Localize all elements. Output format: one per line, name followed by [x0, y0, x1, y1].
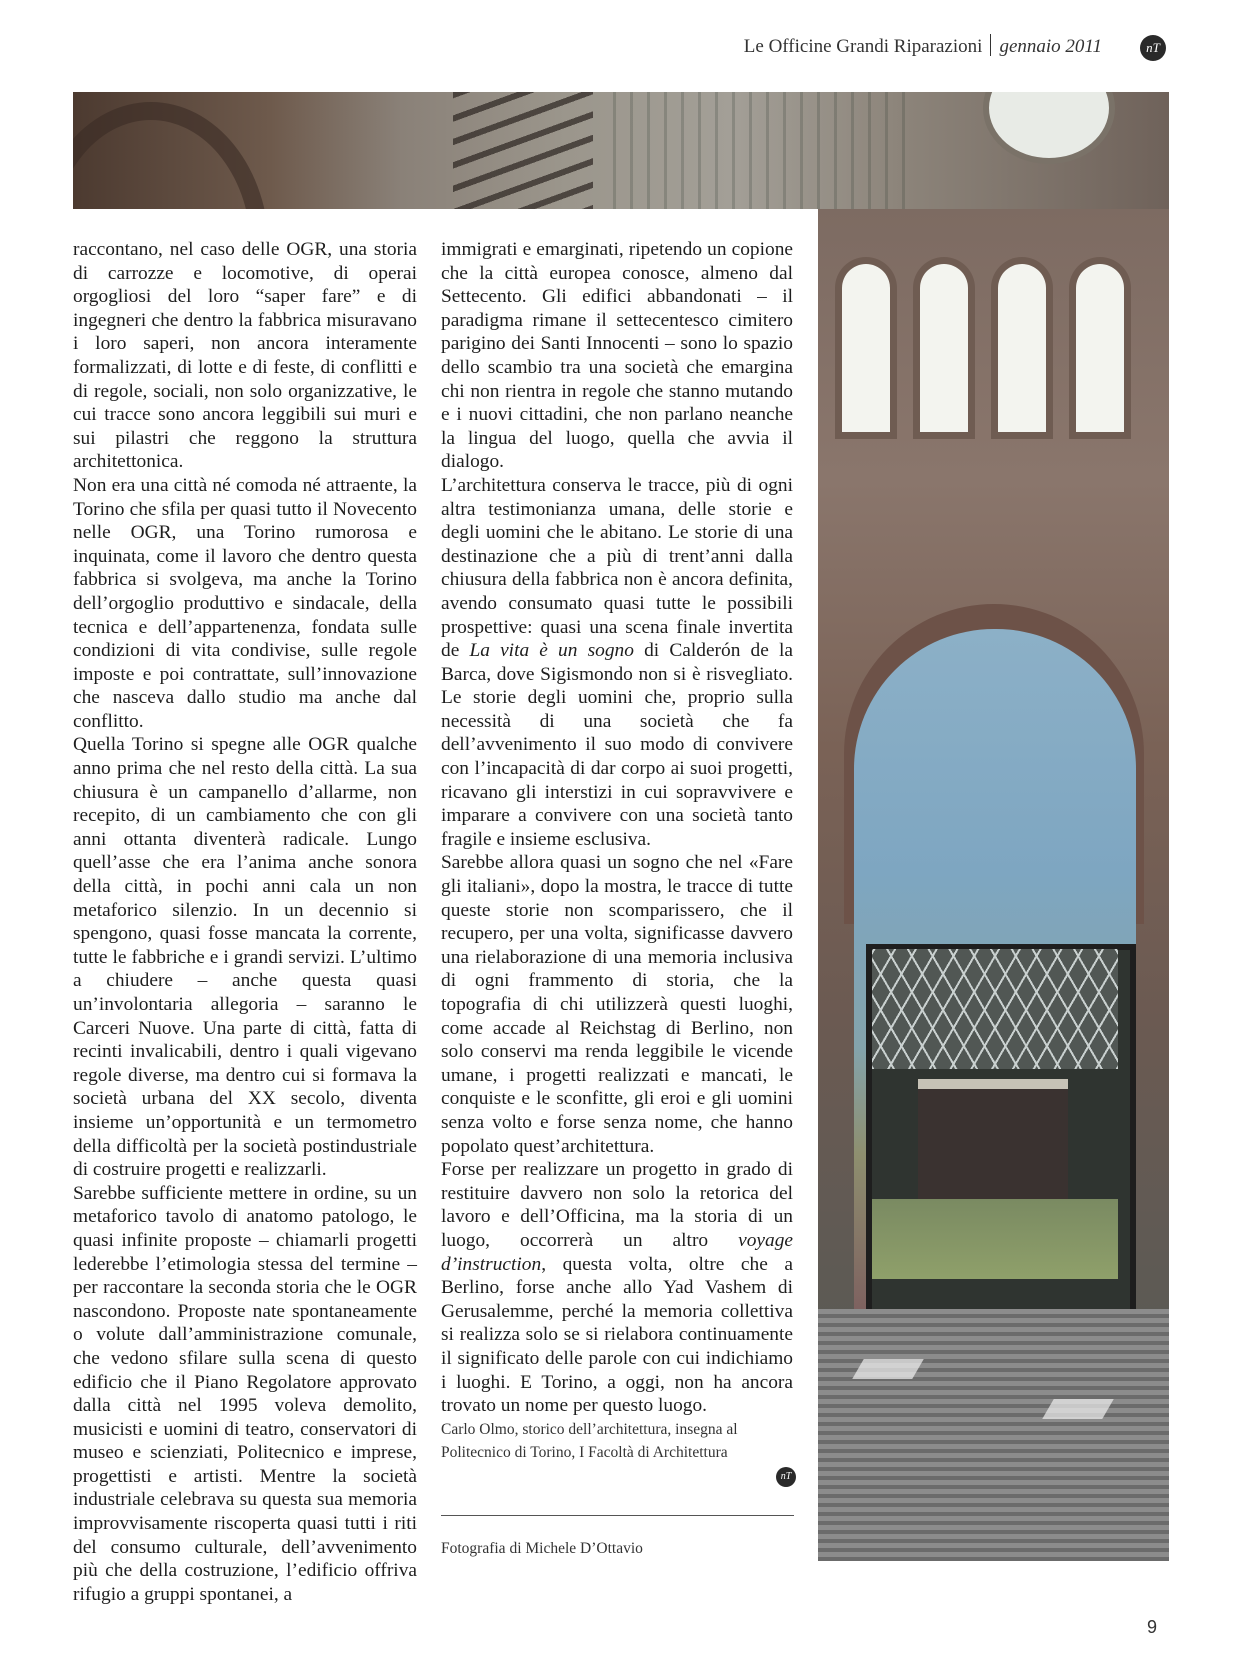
paragraph: raccontano, nel caso delle OGR, una storia di carrozze e locomotive, di operai orgogliosi del loro “saper fare” e di ingegneri che dentro la fabbrica misuravano i loro saperi, non ancora interamente formalizzati, di lotte e di feste, di conflitti e di regole, sociali, non solo organizzative, le cui tracce sono ancora leggibili sui muri e sui pilastri che reggono la struttura architettonica. [73, 239, 417, 473]
author-note: Carlo Olmo, storico dell’architettura, insegna al Politecnico di Torino, I Facoltà di Architettura [441, 1421, 738, 1461]
cobblestone-floor [818, 1309, 1169, 1561]
header-photo [73, 92, 1169, 209]
iron-grate [872, 949, 1118, 1069]
vegetation [872, 1199, 1118, 1279]
end-mark-icon: nT [776, 1467, 796, 1487]
magazine-section-title: Le Officine Grandi Riparazioni [743, 36, 983, 57]
paragraph [441, 474, 793, 852]
text-column-middle [441, 238, 793, 1418]
vault-shape [73, 102, 269, 209]
photo-credit: Fotografia di Michele D’Ottavio [441, 1540, 643, 1557]
paragraph [441, 1158, 793, 1418]
paragraph: Sarebbe sufficiente mettere in ordine, su un metaforico tavolo di anatomo patologo, le quasi infinite proposte – chiamarli progetti lederebbe l’etimologia stessa del termine – per raccontare la seconda storia che le OGR nascondono. Proposte nate spontaneamente o volute dall’amministrazione comunale, che vedono sfilare sulla scena di questo edificio che il Piano Regolatore approvato dalla città nel 1995 voleva demolito, musicisti e uomini di teatro, conservatori di museo e scienziati, Politecnico e imprese, progettisti e artisti. Mentre la società industriale celebrava su questa sua memoria improvvisamente riscoperta quasi tutti i riti del consumo culturale, dell’avvenimento più che della costruzione, l’edificio offriva rifugio a gruppi spontanei, a [73, 1182, 417, 1605]
arched-window [842, 264, 890, 432]
arched-window [998, 264, 1046, 432]
header-divider [990, 34, 991, 56]
arched-window [920, 264, 968, 432]
issue-date: gennaio 2011 [999, 36, 1102, 57]
arched-window [1076, 264, 1124, 432]
text-run: Forse per realizzare un progetto in grado di restituire davvero non solo la retorica del lavoro e dell’Officina, ma la storia di un luogo, occorrerà un altro [441, 1159, 793, 1251]
text-run: di Calderón de la Barca, dove Sigismondo non si è risvegliato. Le storie degli uomini che, proprio sulla necessità di una società che fa dell’avvenimento il suo modo di convivere con l’incapacità di dar corpo ai suoi progetti, ricavano gli interstizi in cui sopravvivere e imparare a convivere con una società tanto fragile e insieme esclusiva. [441, 640, 793, 850]
foreign-phrase: voyage d’instruction [441, 1229, 793, 1275]
text-run: L’architettura conserva le tracce, più di ogni altra testimonianza umana, delle storie e degli uomini che le abitano. Le storie di una destinazione che a più di trent’anni dalla chiusura della fabbrica non è ancora definita, avendo consumato quasi tutte le possibili prospettive: quasi una scena finale invertita de [441, 474, 793, 662]
light-patch [1042, 1399, 1114, 1419]
paragraph: Non era una città né comoda né attraente, la Torino che sfila per quasi tutto il Novecento nelle OGR, una Torino rumorosa e inquinata, come il lavoro che dentro questa fabbrica si svolgeva, ma anche la Torino dell’orgoglio produttivo e sindacale, della tecnica e dell’appartenenza, fondata sulle condizioni di vita condivise, sulle regole imposte e poi contrattate, sull’innovazione che nasceva dallo studio ma anche dal conflitto. [73, 474, 417, 732]
roof-beams [453, 92, 593, 209]
text-run: , questa volta, oltre che a Berlino, forse anche allo Yad Vashem di Gerusalemme, perché la memoria collettiva si realizza solo se si rielabora continuamente il significato delle parole con cui indichiamo i luoghi. E Torino, a oggi, non ha ancora trovato un nome per questo luogo. [441, 1253, 793, 1417]
wall-texture [613, 92, 913, 209]
paragraph: Sarebbe allora quasi un sogno che nel «Fare gli italiani», dopo la mostra, le tracce di tutte queste storie non scomparissero, che il recupero, per una volta, significasse davvero una rielaborazione di una memoria inclusiva di ogni frammento di storia, che la topografia di chi utilizzerà questi luoghi, come accade al Reichstag di Berlino, non solo conservi ma renda leggibile le vicende umane, i progetti realizzati e mancati, le conquiste e le sconfitte, gli eroi e gli uomini senza volto e forse senza nome, che hanno popolato quest’architettura. [441, 852, 793, 1157]
paragraph: Quella Torino si spegne alle OGR qualche anno prima che nel resto della città. La sua chiusura è un campanello d’allarme, non recepito, di un cambiamento che con gli anni ottanta diventerà radicale. Lungo quell’asse che era l’anima anche sonora della città, in pochi anni cala un non metaforico silenzio. In un decennio si spengono, quasi fosse mancata la corrente, tutte le fabbriche e i grandi servizi. L’ultimo a chiudere – anche questa quasi un’involontaria allegoria – saranno le Carceri Nuove. Una parte di città, fatta di recinti invalicabili, dentro i quali vigevano regole diverse, ma dentro cui si formava la società urbana del XX secolo, diventa insieme un’opportunità e un termometro della difficoltà per la società postindustriale di costruire progetti e realizzarli. [73, 734, 417, 1181]
work-title: La vita è un sogno [469, 640, 634, 662]
running-header [744, 34, 1102, 58]
building-photo [818, 209, 1169, 1561]
divider-rule [441, 1515, 794, 1516]
light-patch [852, 1359, 924, 1379]
paragraph: immigrati e emarginati, ripetendo un copione che la città europea conosce, almeno dal Settecento. Gli edifici abbandonati – il paradigma rimane il settecentesco cimitero parigino dei Santi Innocenti – sono lo spazio dello scambio tra una società che emargina chi non rientra in regole che stanno mutando e i nuovi cittadini, che non parlano neanche la lingua del luogo, quella che avvia il dialogo. [441, 239, 793, 473]
text-column-left [73, 238, 417, 1606]
magazine-logo-icon: nT [1140, 35, 1166, 61]
inner-archway [918, 1079, 1068, 1209]
round-window [983, 92, 1115, 164]
page-number: 9 [1147, 1617, 1158, 1637]
